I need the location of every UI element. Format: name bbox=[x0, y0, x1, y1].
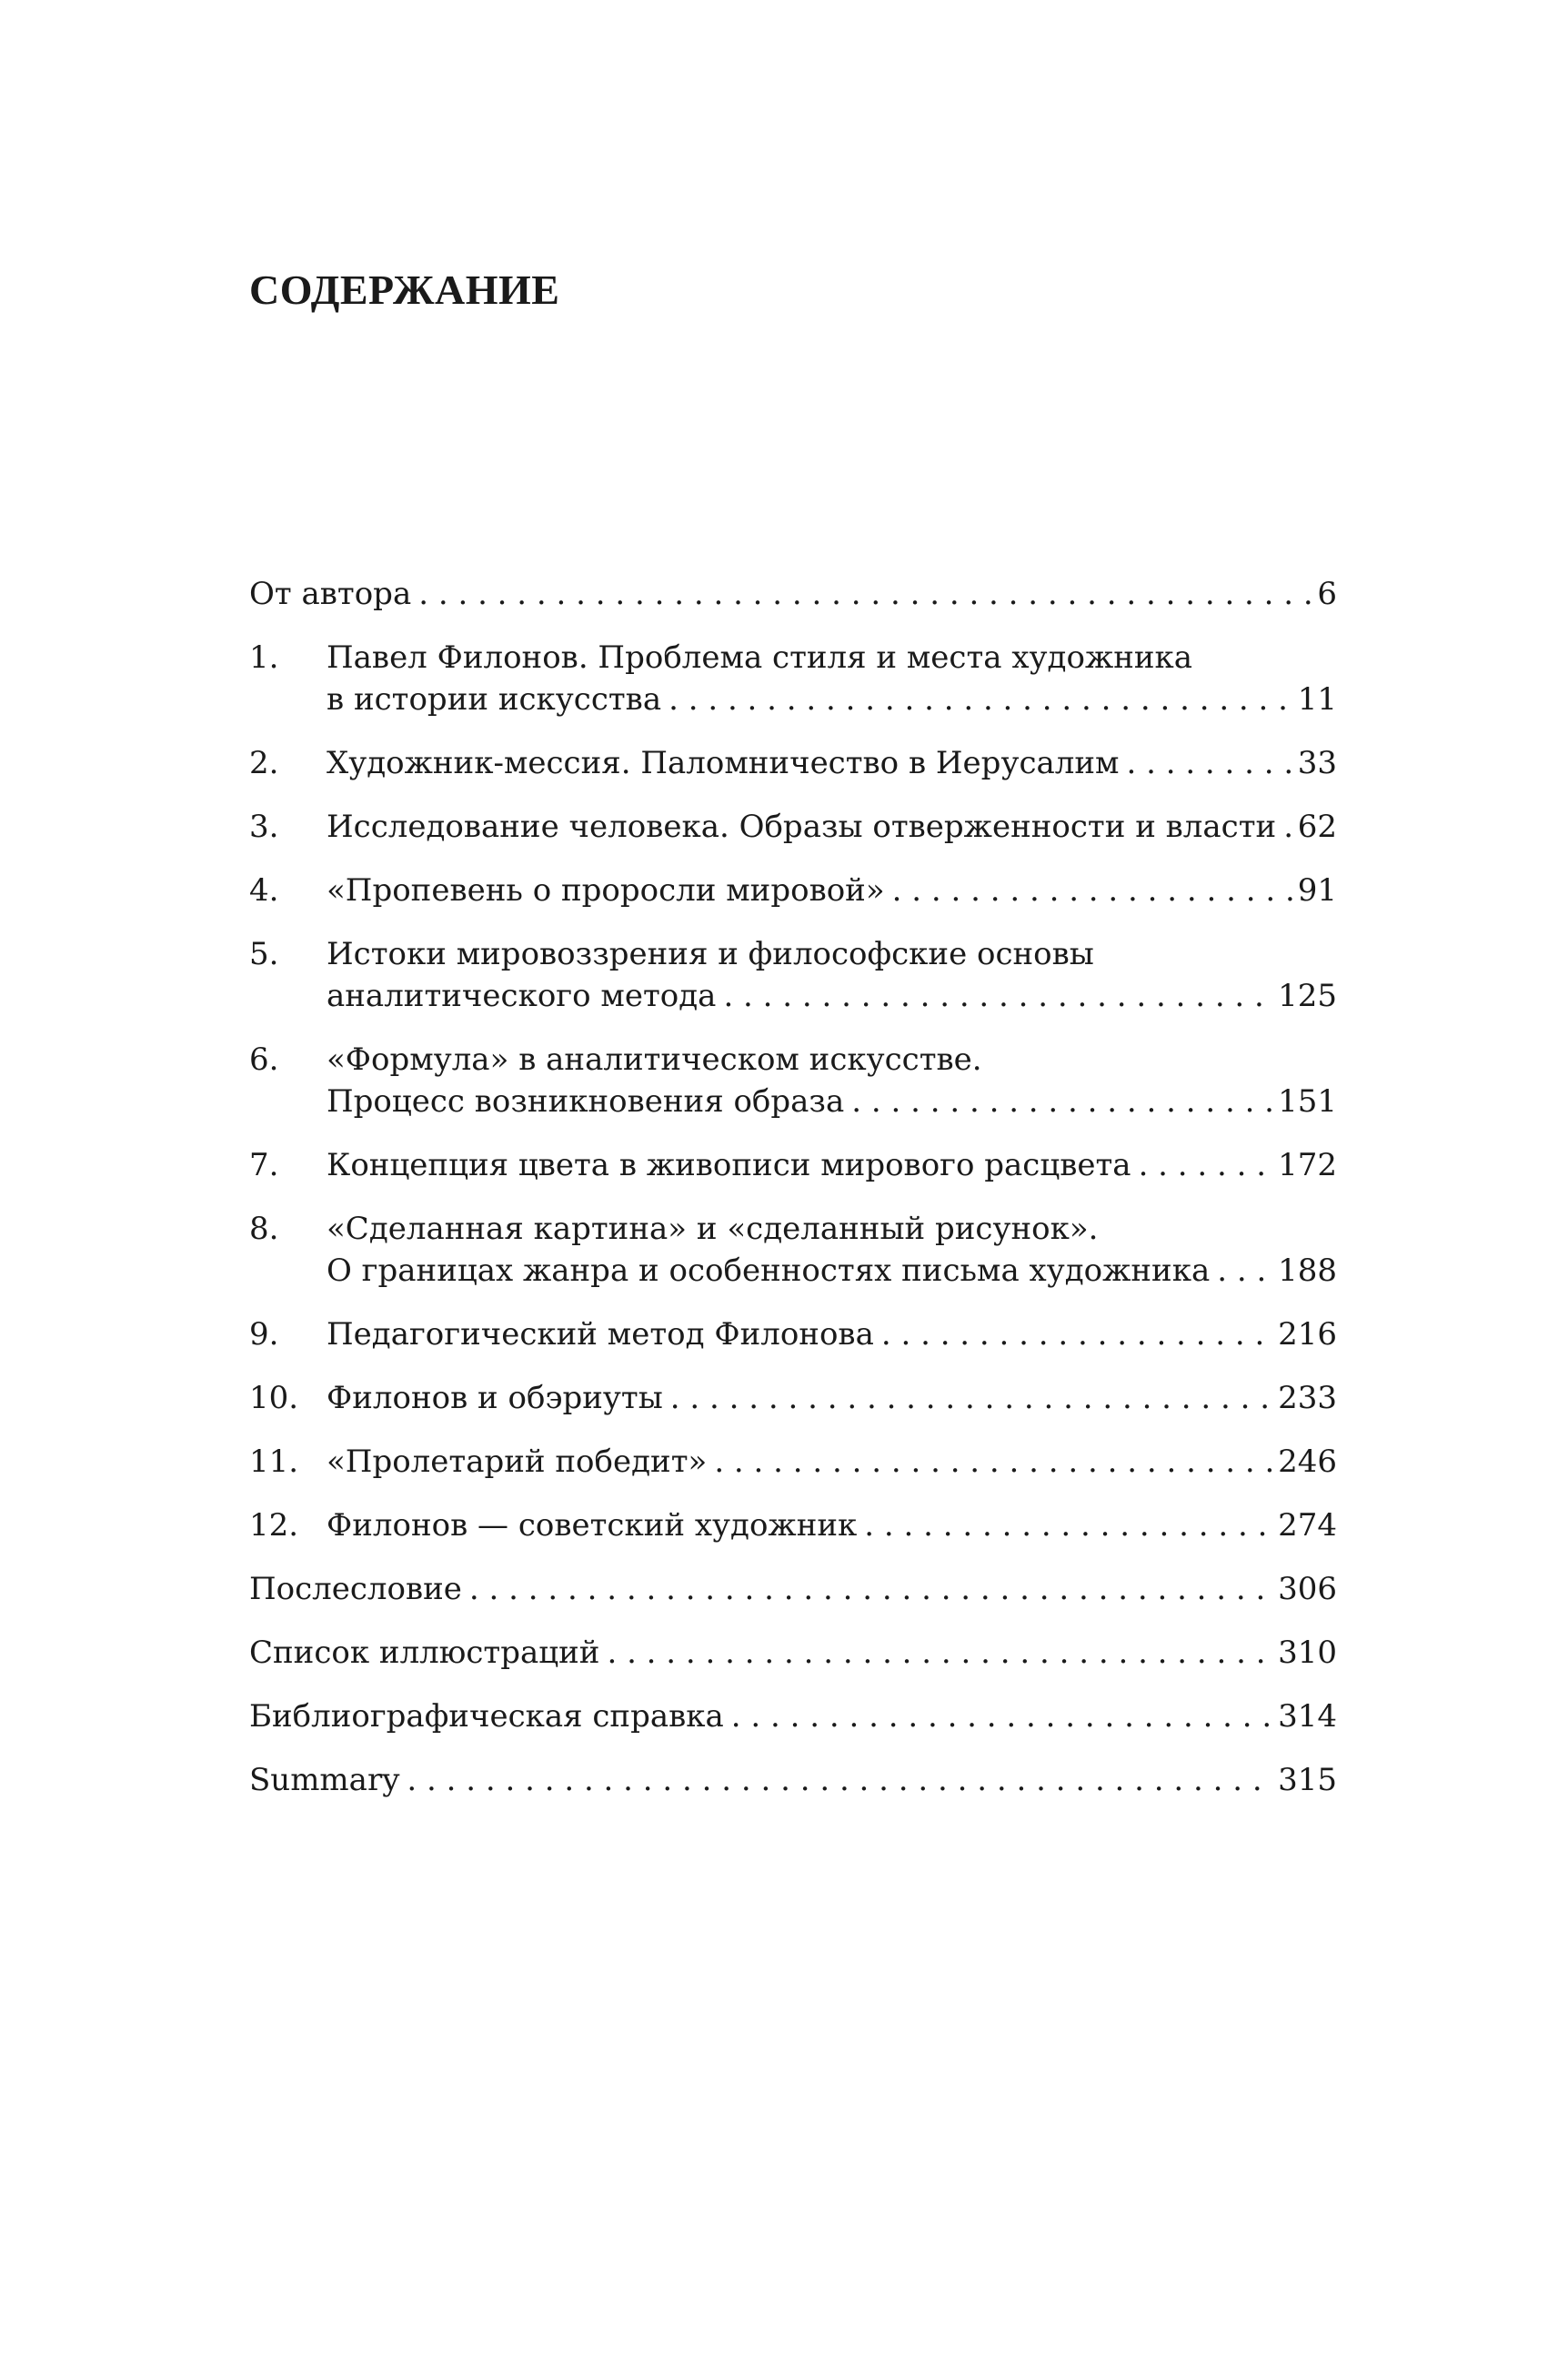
toc-entry[interactable] bbox=[249, 742, 1337, 784]
dot-leader bbox=[714, 1441, 1274, 1483]
dot-leader bbox=[1139, 1144, 1275, 1186]
toc-entry-leader-row bbox=[327, 1144, 1337, 1186]
toc-entry-number: 5. bbox=[249, 936, 279, 972]
page-title: СОДЕРЖАНИЕ bbox=[249, 267, 560, 313]
dot-leader bbox=[1283, 806, 1294, 848]
toc-entry[interactable] bbox=[249, 933, 1337, 1017]
toc-entry-title: Филонов и обэриуты bbox=[327, 1380, 663, 1416]
toc-entry-leader-row bbox=[327, 679, 1337, 720]
toc-entry-leader-row bbox=[327, 1441, 1337, 1483]
toc-entry-leader-row bbox=[327, 870, 1337, 911]
toc-entry-leader-row bbox=[249, 1568, 1337, 1610]
toc-entry-title: Исследование человека. Образы отверженности и власти bbox=[327, 809, 1277, 845]
toc-entry-leader-row bbox=[327, 975, 1337, 1017]
toc-entry-title: Художник-мессия. Паломничество в Иерусалим bbox=[327, 745, 1120, 781]
dot-leader bbox=[1217, 1250, 1274, 1292]
toc-entry-number: 2. bbox=[249, 745, 279, 781]
toc-entry-title-line: «Сделанная картина» и «сделанный рисунок». bbox=[327, 1211, 1099, 1247]
toc-entry-page-number: 274 bbox=[1278, 1507, 1337, 1544]
toc-entry-title: Концепция цвета в живописи мирового расцвета bbox=[327, 1147, 1131, 1183]
dot-leader bbox=[892, 870, 1294, 911]
toc-entry-number: 9. bbox=[249, 1316, 279, 1353]
toc-entry-leader-row bbox=[249, 573, 1337, 615]
toc-entry-page-number: 188 bbox=[1278, 1252, 1337, 1289]
toc-entry-leader-row bbox=[327, 1377, 1337, 1419]
toc-entry-title: Summary bbox=[249, 1762, 400, 1798]
toc-entry-number: 4. bbox=[249, 872, 279, 909]
toc-entry-title: Филонов — советский художник bbox=[327, 1507, 858, 1544]
toc-entry-number: 7. bbox=[249, 1147, 279, 1183]
toc-entry[interactable] bbox=[249, 870, 1337, 911]
toc-entry-number: 12. bbox=[249, 1507, 299, 1544]
toc-entry-leader-row bbox=[327, 742, 1337, 784]
toc-entry-page-number: 310 bbox=[1278, 1635, 1337, 1671]
toc-entry-page-number: 91 bbox=[1297, 872, 1337, 909]
toc-entry-title: «Пролетарий победит» bbox=[327, 1444, 708, 1480]
dot-leader bbox=[1126, 742, 1293, 784]
toc-entry-number: 11. bbox=[249, 1444, 299, 1480]
toc-entry-page-number: 172 bbox=[1278, 1147, 1337, 1183]
toc-entry[interactable] bbox=[249, 1695, 1337, 1737]
toc-entry-leader-row bbox=[327, 1081, 1337, 1122]
toc-entry-page-number: 125 bbox=[1278, 978, 1337, 1014]
toc-entry-title: Список иллюстраций bbox=[249, 1635, 600, 1671]
toc-entry[interactable] bbox=[249, 806, 1337, 848]
toc-entry-page-number: 314 bbox=[1278, 1698, 1337, 1735]
toc-entry-page-number: 246 bbox=[1278, 1444, 1337, 1480]
toc-entry-title: «Пропевень о проросли мировой» bbox=[327, 872, 885, 909]
toc-entry[interactable] bbox=[249, 1504, 1337, 1546]
toc-entry[interactable] bbox=[249, 1441, 1337, 1483]
toc-entry-page-number: 11 bbox=[1297, 681, 1337, 718]
toc-entry-leader-row bbox=[327, 1250, 1337, 1292]
toc-entry-title: О границах жанра и особенностях письма художника bbox=[327, 1252, 1211, 1289]
dot-leader bbox=[407, 1759, 1274, 1801]
toc-entry-leader-row bbox=[249, 1695, 1337, 1737]
dot-leader bbox=[864, 1504, 1274, 1546]
toc-entry-title-line: «Формула» в аналитическом искусстве. bbox=[327, 1041, 982, 1078]
toc-entry-leader-row bbox=[327, 1504, 1337, 1546]
toc-entry[interactable] bbox=[249, 1377, 1337, 1419]
dot-leader bbox=[881, 1313, 1274, 1355]
toc-entry[interactable] bbox=[249, 1632, 1337, 1674]
toc-entry-page-number: 151 bbox=[1278, 1083, 1337, 1120]
dot-leader bbox=[731, 1695, 1274, 1737]
toc-entry-leader-row bbox=[249, 1632, 1337, 1674]
toc-entry-number: 1. bbox=[249, 639, 279, 676]
toc-entry-leader-row bbox=[249, 1759, 1337, 1801]
toc-entry-page-number: 6 bbox=[1317, 576, 1337, 612]
toc-entry-title: аналитического метода bbox=[327, 978, 717, 1014]
toc-entry[interactable] bbox=[249, 1208, 1337, 1292]
dot-leader bbox=[469, 1568, 1274, 1610]
table-of-contents bbox=[249, 573, 1337, 1823]
toc-entry[interactable] bbox=[249, 1144, 1337, 1186]
toc-entry-number: 3. bbox=[249, 809, 279, 845]
toc-entry[interactable] bbox=[249, 573, 1337, 615]
toc-entry-leader-row bbox=[327, 1313, 1337, 1355]
toc-entry[interactable] bbox=[249, 1313, 1337, 1355]
toc-entry-title: От автора bbox=[249, 576, 412, 612]
toc-entry-title: Педагогический метод Филонова bbox=[327, 1316, 874, 1353]
toc-entry[interactable] bbox=[249, 1568, 1337, 1610]
toc-entry-number: 10. bbox=[249, 1380, 299, 1416]
toc-entry-title: Послесловие bbox=[249, 1571, 462, 1607]
toc-entry-page-number: 306 bbox=[1278, 1571, 1337, 1607]
toc-entry[interactable] bbox=[249, 1759, 1337, 1801]
dot-leader bbox=[668, 679, 1294, 720]
toc-entry-page-number: 62 bbox=[1297, 809, 1337, 845]
toc-entry-title: Библиографическая справка bbox=[249, 1698, 724, 1735]
dot-leader bbox=[723, 975, 1274, 1017]
toc-entry-page-number: 33 bbox=[1297, 745, 1337, 781]
toc-entry-page-number: 216 bbox=[1278, 1316, 1337, 1353]
toc-entry-page-number: 233 bbox=[1278, 1380, 1337, 1416]
dot-leader bbox=[607, 1632, 1274, 1674]
dot-leader bbox=[418, 573, 1313, 615]
toc-entry-leader-row bbox=[327, 806, 1337, 848]
toc-entry-title-line: Истоки мировоззрения и философские основы bbox=[327, 936, 1094, 972]
toc-entry-number: 8. bbox=[249, 1211, 279, 1247]
dot-leader bbox=[670, 1377, 1274, 1419]
toc-entry-title-line: Павел Филонов. Проблема стиля и места художника bbox=[327, 639, 1193, 676]
toc-entry-page-number: 315 bbox=[1278, 1762, 1337, 1798]
toc-entry-title: Процесс возникновения образа bbox=[327, 1083, 845, 1120]
toc-entry[interactable] bbox=[249, 637, 1337, 720]
toc-entry-title: в истории искусства bbox=[327, 681, 662, 718]
toc-entry[interactable] bbox=[249, 1039, 1337, 1122]
dot-leader bbox=[851, 1081, 1274, 1122]
toc-entry-number: 6. bbox=[249, 1041, 279, 1078]
